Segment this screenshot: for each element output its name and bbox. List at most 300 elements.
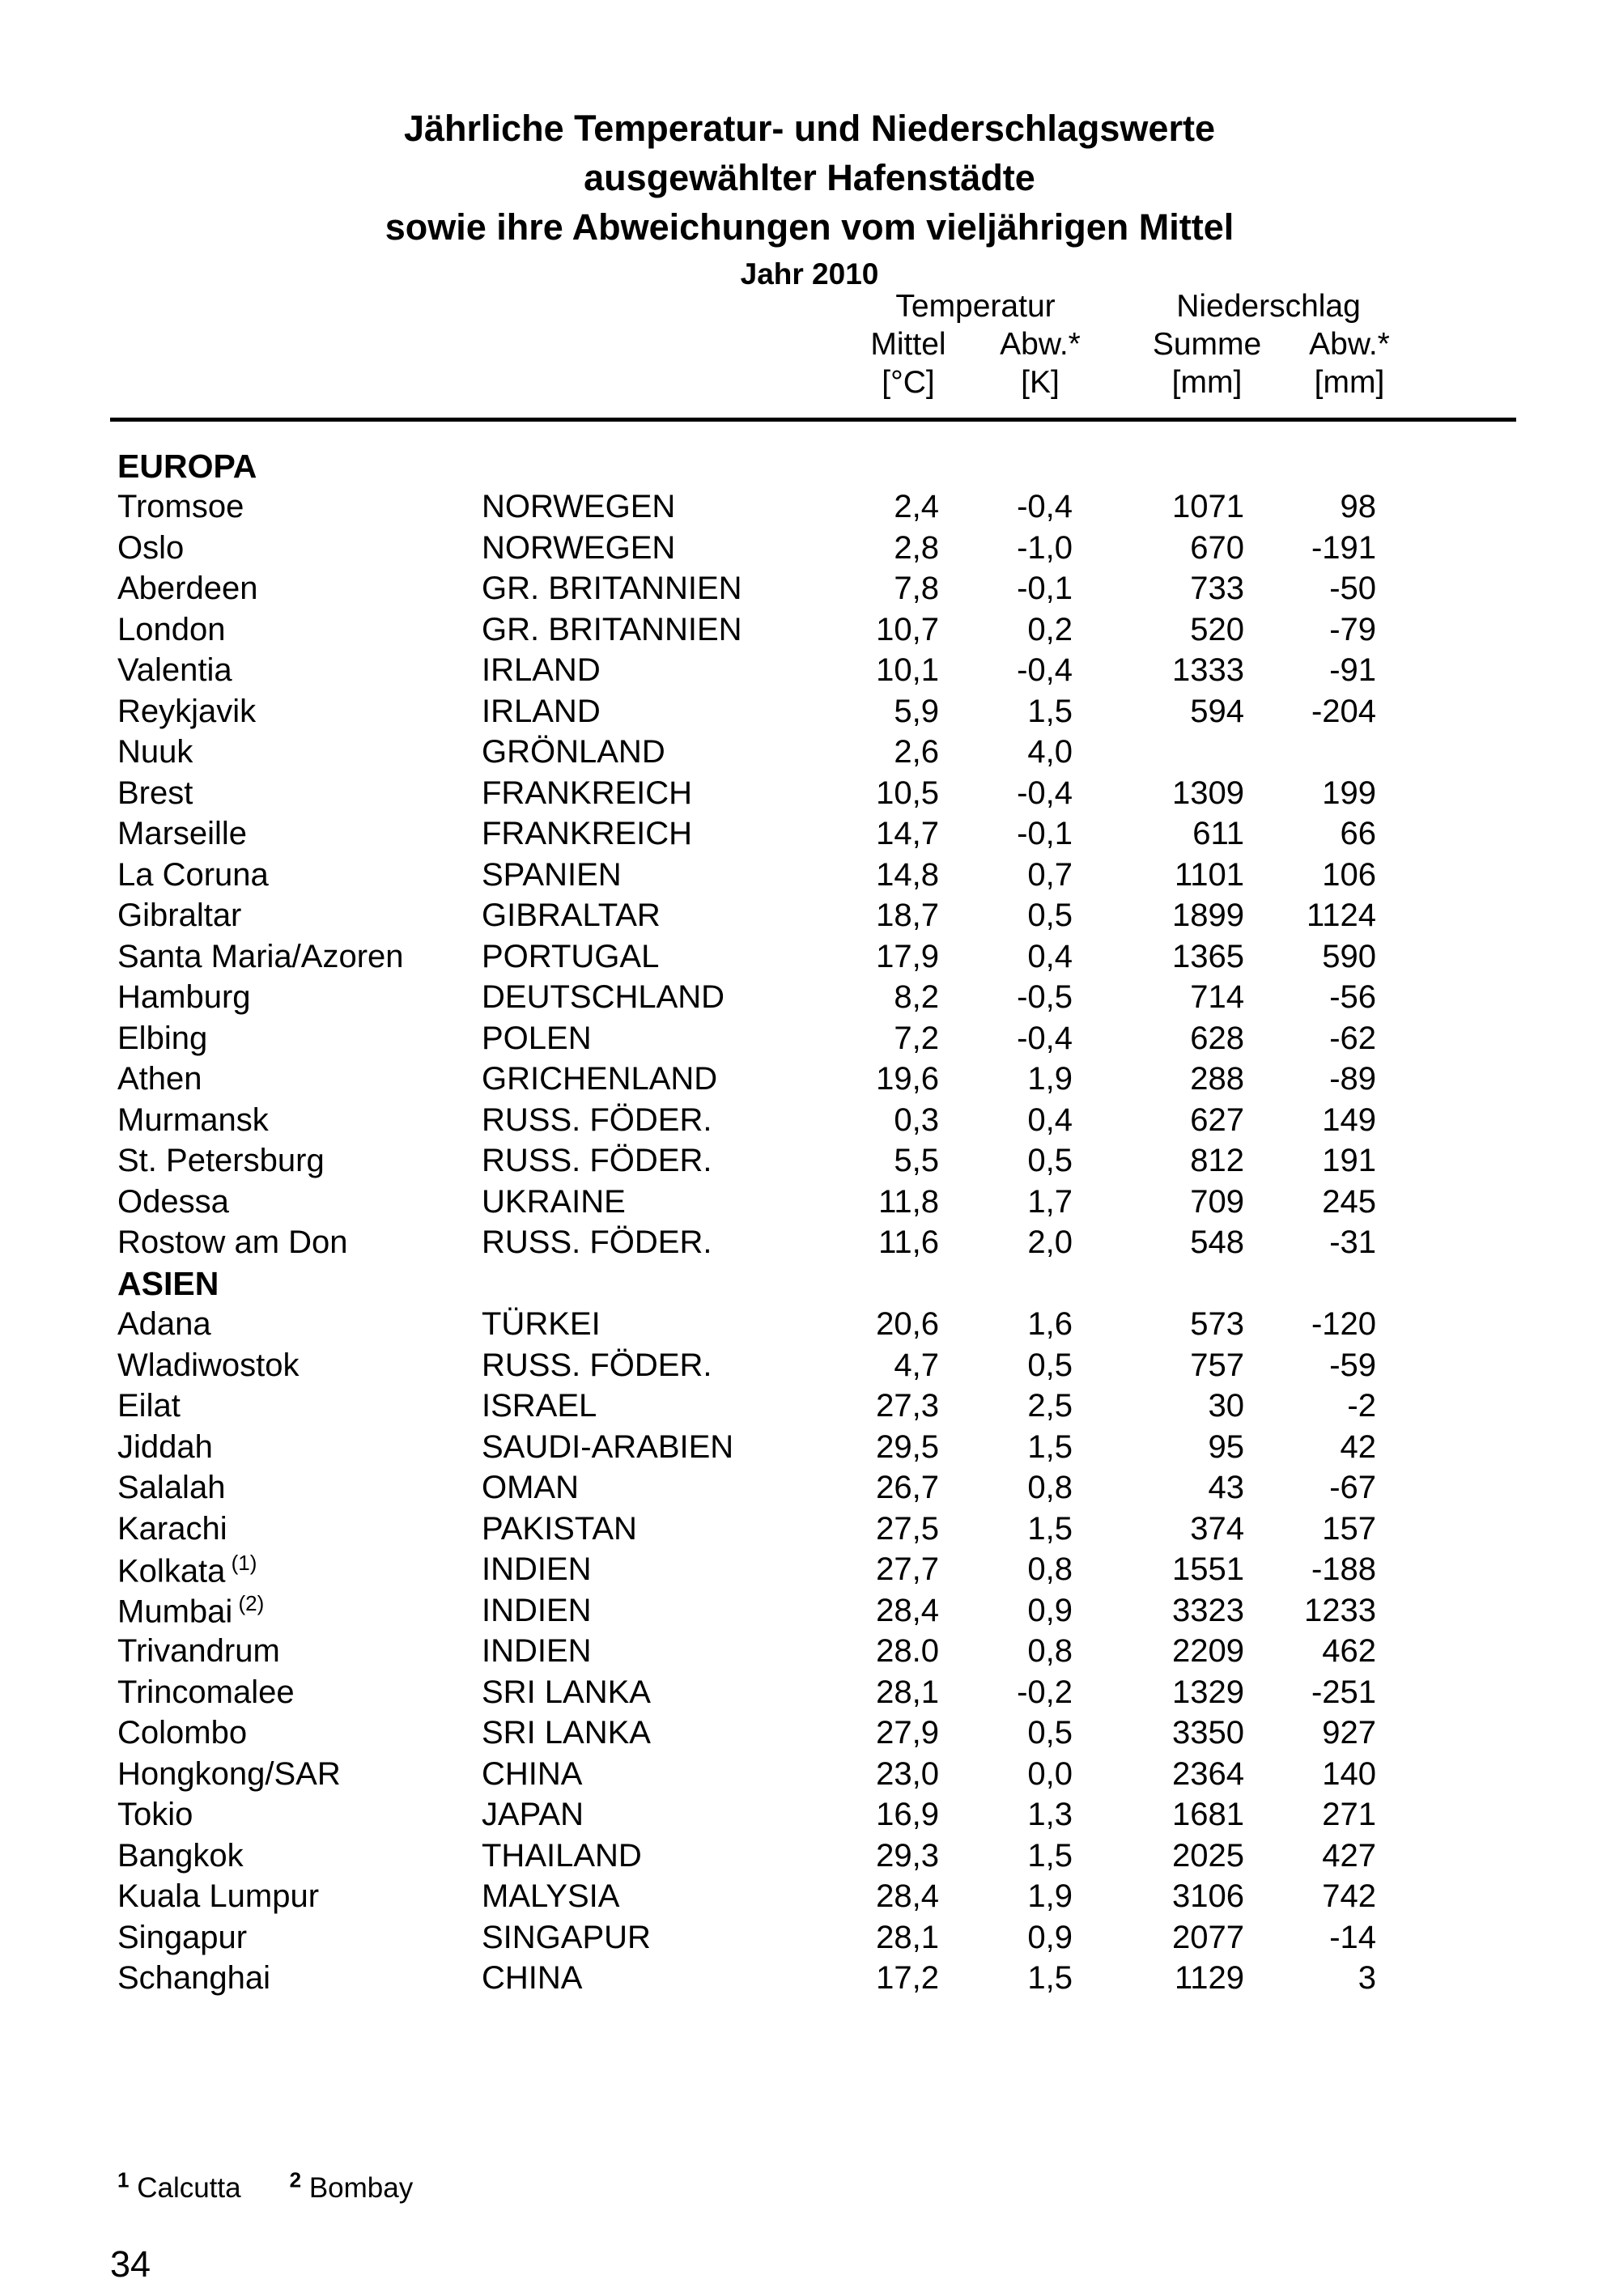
spacer-cell bbox=[1376, 855, 1516, 896]
city-cell: Trivandrum bbox=[117, 1633, 280, 1670]
city-cell: Karachi bbox=[117, 1510, 227, 1547]
city-cell: Oslo bbox=[117, 529, 185, 566]
nied-abw-cell: 245 bbox=[1322, 1183, 1376, 1220]
nied-abw-cell: -67 bbox=[1329, 1470, 1376, 1506]
temp-abw-cell: 1,5 bbox=[1027, 1510, 1073, 1547]
country-cell: FRANKREICH bbox=[482, 775, 693, 811]
table-row bbox=[117, 1632, 1516, 1673]
temp-mittel-cell: 27,9 bbox=[876, 1715, 939, 1751]
temp-abw-cell: 0,5 bbox=[1027, 1347, 1073, 1383]
nied-abw-cell: -191 bbox=[1311, 529, 1376, 566]
spacer-cell bbox=[1376, 1836, 1516, 1877]
table-row bbox=[117, 1877, 1516, 1918]
unit-label-celsius: [°C] bbox=[882, 365, 935, 400]
temp-mittel-cell: 28,1 bbox=[876, 1919, 939, 1955]
column-header-temp-abw: Abw.* bbox=[1000, 327, 1081, 362]
nied-abw-cell: 271 bbox=[1322, 1797, 1376, 1833]
title-block bbox=[0, 104, 1619, 295]
temp-mittel-cell: 23,0 bbox=[876, 1755, 939, 1792]
city-cell: Colombo bbox=[117, 1715, 248, 1751]
country-cell: SPANIEN bbox=[482, 856, 622, 893]
country-cell: POLEN bbox=[482, 1020, 592, 1056]
temp-abw-cell: 0,7 bbox=[1027, 856, 1073, 893]
nied-summe-cell: 714 bbox=[1190, 979, 1244, 1016]
temp-mittel-cell: 11,8 bbox=[878, 1183, 939, 1220]
country-cell: GR. BRITANNIEN bbox=[482, 611, 742, 647]
nied-summe-cell: 2077 bbox=[1172, 1919, 1244, 1955]
spacer-cell bbox=[1376, 1059, 1516, 1101]
nied-abw-cell: 98 bbox=[1340, 489, 1376, 525]
country-cell: NORWEGEN bbox=[482, 529, 676, 566]
table-row bbox=[117, 1427, 1516, 1468]
nied-abw-cell: 3 bbox=[1358, 1960, 1376, 1997]
nied-abw-cell: 191 bbox=[1322, 1143, 1376, 1179]
city-footnote-marker: (2) bbox=[232, 1591, 265, 1616]
column-group-temperatur: Temperatur bbox=[895, 289, 1056, 324]
temp-mittel-cell: 4,7 bbox=[894, 1347, 939, 1383]
country-cell: PORTUGAL bbox=[482, 938, 660, 974]
spacer-cell bbox=[1376, 978, 1516, 1019]
temp-mittel-cell: 18,7 bbox=[876, 898, 939, 934]
column-header-summe: Summe bbox=[1152, 327, 1262, 362]
nied-summe-cell: 2025 bbox=[1172, 1837, 1244, 1874]
spacer-cell bbox=[1376, 936, 1516, 978]
city-cell: Hongkong/SAR bbox=[117, 1755, 341, 1792]
table-row bbox=[117, 1059, 1516, 1101]
temp-mittel-cell: 29,3 bbox=[876, 1837, 939, 1874]
country-cell: UKRAINE bbox=[482, 1183, 626, 1220]
title-year: Jahr 2010 bbox=[740, 257, 879, 291]
spacer-cell bbox=[1376, 651, 1516, 692]
city-cell: Schanghai bbox=[117, 1960, 271, 1997]
country-cell: MALYSIA bbox=[482, 1878, 620, 1915]
city-cell: Santa Maria/Azoren bbox=[117, 938, 404, 974]
city-cell: Tokio bbox=[117, 1797, 193, 1833]
country-cell: GRICHENLAND bbox=[482, 1061, 718, 1097]
city-cell: Hamburg bbox=[117, 979, 251, 1016]
nied-summe-cell: 95 bbox=[1208, 1428, 1244, 1465]
spacer-cell bbox=[1376, 609, 1516, 651]
temp-abw-cell: 2,0 bbox=[1027, 1224, 1073, 1261]
city-cell: Reykjavik bbox=[117, 693, 257, 729]
temp-abw-cell: 1,9 bbox=[1027, 1061, 1073, 1097]
table-row bbox=[117, 1305, 1516, 1346]
nied-abw-cell: -204 bbox=[1311, 693, 1376, 729]
nied-abw-cell: -2 bbox=[1347, 1388, 1376, 1424]
spacer-cell bbox=[1376, 1509, 1516, 1550]
nied-summe-cell: 2209 bbox=[1172, 1633, 1244, 1670]
nied-summe-cell: 3350 bbox=[1172, 1715, 1244, 1751]
nied-abw-cell: -62 bbox=[1329, 1020, 1376, 1056]
city-cell: Tromsoe bbox=[117, 489, 244, 525]
footnote-1-marker: 1 bbox=[117, 2167, 130, 2192]
country-cell: GIBRALTAR bbox=[482, 898, 661, 934]
temp-mittel-cell: 17,9 bbox=[876, 938, 939, 974]
nied-summe-cell: 3323 bbox=[1172, 1592, 1244, 1628]
nied-abw-cell: 927 bbox=[1322, 1715, 1376, 1751]
nied-abw-cell: -50 bbox=[1329, 571, 1376, 607]
nied-abw-cell: -91 bbox=[1329, 652, 1376, 689]
country-cell: INDIEN bbox=[482, 1633, 592, 1670]
footnote-1-label: Calcutta bbox=[137, 2171, 241, 2204]
temp-mittel-cell: 5,9 bbox=[894, 693, 939, 729]
country-cell: OMAN bbox=[482, 1470, 579, 1506]
city-cell: Jiddah bbox=[117, 1428, 213, 1465]
nied-summe-cell: 374 bbox=[1190, 1510, 1244, 1547]
nied-summe-cell: 1333 bbox=[1172, 652, 1244, 689]
city-cell: Murmansk bbox=[117, 1101, 269, 1138]
country-cell: PAKISTAN bbox=[482, 1510, 637, 1547]
temp-abw-cell: 0,4 bbox=[1027, 938, 1073, 974]
spacer-cell bbox=[1376, 1795, 1516, 1836]
spacer-cell bbox=[1376, 528, 1516, 569]
temp-abw-cell: -0,4 bbox=[1017, 489, 1073, 525]
nied-summe-cell bbox=[1073, 732, 1244, 774]
table-row bbox=[117, 1959, 1516, 2000]
temp-mittel-cell: 2,6 bbox=[894, 734, 939, 770]
country-cell: SRI LANKA bbox=[482, 1715, 651, 1751]
temp-abw-cell: 1,5 bbox=[1027, 1837, 1073, 1874]
table-row bbox=[117, 1672, 1516, 1713]
nied-summe-cell: 30 bbox=[1208, 1388, 1244, 1424]
spacer-cell bbox=[1376, 1386, 1516, 1428]
city-cell: Singapur bbox=[117, 1919, 248, 1955]
section-header-row bbox=[117, 1263, 1516, 1305]
country-cell: IRLAND bbox=[482, 693, 601, 729]
table-row bbox=[117, 1795, 1516, 1836]
city-cell: Nuuk bbox=[117, 734, 193, 770]
header-rule bbox=[110, 418, 1516, 422]
temp-abw-cell: 0,8 bbox=[1027, 1633, 1073, 1670]
country-cell: RUSS. FÖDER. bbox=[482, 1347, 712, 1383]
nied-abw-cell: 106 bbox=[1322, 856, 1376, 893]
table-row bbox=[117, 487, 1516, 528]
nied-summe-cell: 1899 bbox=[1172, 898, 1244, 934]
temp-mittel-cell: 26,7 bbox=[876, 1470, 939, 1506]
nied-summe-cell: 733 bbox=[1190, 571, 1244, 607]
temp-mittel-cell: 2,8 bbox=[894, 529, 939, 566]
table-row bbox=[117, 1223, 1516, 1264]
nied-summe-cell: 1365 bbox=[1172, 938, 1244, 974]
city-cell: La Coruna bbox=[117, 856, 269, 893]
temp-mittel-cell: 28.0 bbox=[876, 1633, 939, 1670]
table-row bbox=[117, 1713, 1516, 1755]
temp-mittel-cell: 0,3 bbox=[894, 1101, 939, 1138]
nied-abw-cell: 742 bbox=[1322, 1878, 1376, 1915]
nied-abw-cell bbox=[1244, 732, 1376, 774]
table-row bbox=[117, 732, 1516, 774]
country-cell: ISRAEL bbox=[482, 1388, 597, 1424]
nied-summe-cell: 1129 bbox=[1174, 1960, 1244, 1997]
nied-abw-cell: 462 bbox=[1322, 1633, 1376, 1670]
temp-abw-cell: 2,5 bbox=[1027, 1388, 1073, 1424]
nied-summe-cell: 812 bbox=[1190, 1143, 1244, 1179]
spacer-cell bbox=[1376, 1672, 1516, 1713]
nied-summe-cell: 1551 bbox=[1172, 1551, 1244, 1588]
table-body bbox=[117, 446, 1516, 1999]
temp-mittel-cell: 2,4 bbox=[894, 489, 939, 525]
temp-mittel-cell: 10,7 bbox=[876, 611, 939, 647]
section-name: EUROPA bbox=[117, 447, 257, 485]
city-cell: Odessa bbox=[117, 1183, 229, 1220]
country-cell: RUSS. FÖDER. bbox=[482, 1143, 712, 1179]
table-row bbox=[117, 528, 1516, 569]
city-cell: Athen bbox=[117, 1061, 202, 1097]
nied-summe-cell: 1329 bbox=[1172, 1674, 1244, 1710]
temp-mittel-cell: 10,5 bbox=[876, 775, 939, 811]
temp-mittel-cell: 27,7 bbox=[876, 1551, 939, 1588]
column-group-niederschlag: Niederschlag bbox=[1176, 289, 1361, 324]
table-row bbox=[117, 691, 1516, 732]
spacer-cell bbox=[1376, 1305, 1516, 1346]
table-row bbox=[117, 569, 1516, 610]
city-cell: Aberdeen bbox=[117, 571, 258, 607]
nied-abw-cell: 199 bbox=[1322, 775, 1376, 811]
nied-abw-cell: 149 bbox=[1322, 1101, 1376, 1138]
footnote-2-marker: 2 bbox=[289, 2167, 302, 2192]
spacer-cell bbox=[1376, 1754, 1516, 1795]
column-header-mittel: Mittel bbox=[870, 327, 946, 362]
nied-abw-cell: -79 bbox=[1329, 611, 1376, 647]
temp-mittel-cell: 27,5 bbox=[876, 1510, 939, 1547]
temp-mittel-cell: 28,4 bbox=[876, 1592, 939, 1628]
country-cell: DEUTSCHLAND bbox=[482, 979, 725, 1016]
spacer-cell bbox=[1376, 487, 1516, 528]
country-cell: IRLAND bbox=[482, 652, 601, 689]
nied-summe-cell: 709 bbox=[1190, 1183, 1244, 1220]
spacer-cell bbox=[1376, 1182, 1516, 1223]
table-row bbox=[117, 1345, 1516, 1386]
temp-mittel-cell: 19,6 bbox=[876, 1061, 939, 1097]
page-number: 34 bbox=[110, 2243, 151, 2285]
nied-summe-cell: 573 bbox=[1190, 1306, 1244, 1343]
spacer-cell bbox=[1376, 1550, 1516, 1591]
nied-summe-cell: 1309 bbox=[1172, 775, 1244, 811]
temp-abw-cell: 0,8 bbox=[1027, 1551, 1073, 1588]
unit-label-mm-abw: [mm] bbox=[1314, 365, 1385, 400]
temp-mittel-cell: 14,8 bbox=[876, 856, 939, 893]
table-row bbox=[117, 1141, 1516, 1182]
city-cell: Mumbai $^{(2)}$ bbox=[117, 1591, 265, 1630]
temp-mittel-cell: 14,7 bbox=[876, 816, 939, 852]
city-cell: Marseille bbox=[117, 816, 248, 852]
city-cell: St. Petersburg bbox=[117, 1143, 325, 1179]
temp-abw-cell: 0,5 bbox=[1027, 1143, 1073, 1179]
temp-mittel-cell: 28,4 bbox=[876, 1878, 939, 1915]
country-cell: GR. BRITANNIEN bbox=[482, 571, 742, 607]
spacer-cell bbox=[1376, 896, 1516, 937]
title-line-3: sowie ihre Abweichungen vom vieljährigen Mittel bbox=[385, 206, 1234, 248]
spacer-cell bbox=[1376, 1877, 1516, 1918]
country-cell: JAPAN bbox=[482, 1797, 584, 1833]
temp-abw-cell: -0,1 bbox=[1017, 571, 1073, 607]
nied-abw-cell: 427 bbox=[1322, 1837, 1376, 1874]
table-row bbox=[117, 1509, 1516, 1550]
spacer-cell bbox=[1376, 1468, 1516, 1509]
spacer-cell bbox=[1376, 773, 1516, 814]
temp-mittel-cell: 29,5 bbox=[876, 1428, 939, 1465]
table-row bbox=[117, 1917, 1516, 1959]
temp-abw-cell: 1,9 bbox=[1027, 1878, 1073, 1915]
footnote-1 bbox=[117, 2167, 241, 2204]
title-line-1: Jährliche Temperatur- und Niederschlagswerte bbox=[404, 108, 1215, 149]
footnote-2-label: Bombay bbox=[308, 2171, 414, 2204]
table-row bbox=[117, 936, 1516, 978]
temp-abw-cell: 1,5 bbox=[1027, 1428, 1073, 1465]
temp-mittel-cell: 8,2 bbox=[894, 979, 939, 1016]
unit-label-kelvin: [K] bbox=[1021, 365, 1060, 400]
temp-abw-cell: -1,0 bbox=[1017, 529, 1073, 566]
nied-abw-cell: -56 bbox=[1329, 979, 1376, 1016]
table-row bbox=[117, 1468, 1516, 1509]
temp-abw-cell: 0,4 bbox=[1027, 1101, 1073, 1138]
country-cell: SRI LANKA bbox=[482, 1674, 651, 1710]
section-name: ASIEN bbox=[117, 1264, 219, 1302]
table-row bbox=[117, 855, 1516, 896]
city-cell: Eilat bbox=[117, 1388, 181, 1424]
nied-abw-cell: -59 bbox=[1329, 1347, 1376, 1383]
city-cell: Bangkok bbox=[117, 1837, 244, 1874]
nied-abw-cell: -31 bbox=[1329, 1224, 1376, 1261]
country-cell: NORWEGEN bbox=[482, 489, 676, 525]
spacer-cell bbox=[1376, 569, 1516, 610]
nied-summe-cell: 548 bbox=[1190, 1224, 1244, 1261]
temp-abw-cell: 0,0 bbox=[1027, 1755, 1073, 1792]
spacer-cell bbox=[1376, 691, 1516, 732]
footnote-2 bbox=[289, 2167, 414, 2204]
title-line-2: ausgewählter Hafenstädte bbox=[584, 157, 1035, 198]
nied-abw-cell: -89 bbox=[1329, 1061, 1376, 1097]
temp-mittel-cell: 10,1 bbox=[876, 652, 939, 689]
table-row bbox=[117, 609, 1516, 651]
temp-mittel-cell: 11,6 bbox=[878, 1224, 939, 1261]
city-cell: Adana bbox=[117, 1306, 211, 1343]
temp-abw-cell: -0,4 bbox=[1017, 1020, 1073, 1056]
spacer-cell bbox=[1376, 1590, 1516, 1632]
nied-abw-cell: 590 bbox=[1322, 938, 1376, 974]
nied-abw-cell: 140 bbox=[1322, 1755, 1376, 1792]
temp-abw-cell: -0,2 bbox=[1017, 1674, 1073, 1710]
temp-abw-cell: 1,5 bbox=[1027, 1960, 1073, 1997]
temp-mittel-cell: 16,9 bbox=[876, 1797, 939, 1833]
spacer-cell bbox=[1376, 1632, 1516, 1673]
city-cell: Brest bbox=[117, 775, 193, 811]
nied-summe-cell: 627 bbox=[1190, 1101, 1244, 1138]
city-cell: London bbox=[117, 611, 226, 647]
nied-summe-cell: 3106 bbox=[1172, 1878, 1244, 1915]
temp-abw-cell: 1,3 bbox=[1027, 1797, 1073, 1833]
temp-mittel-cell: 7,2 bbox=[894, 1020, 939, 1056]
table-row bbox=[117, 978, 1516, 1019]
column-header-nied-abw: Abw.* bbox=[1309, 327, 1390, 362]
nied-summe-cell: 757 bbox=[1190, 1347, 1244, 1383]
table-row bbox=[117, 1018, 1516, 1059]
temp-mittel-cell: 28,1 bbox=[876, 1674, 939, 1710]
temp-abw-cell: -0,4 bbox=[1017, 775, 1073, 811]
country-cell: INDIEN bbox=[482, 1592, 592, 1628]
country-cell: GRÖNLAND bbox=[482, 734, 665, 770]
nied-summe-cell: 1681 bbox=[1172, 1797, 1244, 1833]
footnotes bbox=[117, 2167, 461, 2205]
table-row bbox=[117, 651, 1516, 692]
spacer-cell bbox=[1376, 1141, 1516, 1182]
nied-abw-cell: -251 bbox=[1311, 1674, 1376, 1710]
table-row bbox=[117, 1836, 1516, 1877]
temp-abw-cell: 0,9 bbox=[1027, 1919, 1073, 1955]
nied-abw-cell: -120 bbox=[1311, 1306, 1376, 1343]
spacer-cell bbox=[1376, 1959, 1516, 2000]
nied-summe-cell: 1071 bbox=[1172, 489, 1244, 525]
temp-mittel-cell: 20,6 bbox=[876, 1306, 939, 1343]
temp-mittel-cell: 5,5 bbox=[894, 1143, 939, 1179]
country-cell: INDIEN bbox=[482, 1551, 592, 1588]
spacer-cell bbox=[1376, 1345, 1516, 1386]
spacer-cell bbox=[1376, 1223, 1516, 1264]
spacer-cell bbox=[1376, 1713, 1516, 1755]
nied-summe-cell: 594 bbox=[1190, 693, 1244, 729]
city-cell: Valentia bbox=[117, 652, 232, 689]
nied-summe-cell: 628 bbox=[1190, 1020, 1244, 1056]
temp-abw-cell: 0,5 bbox=[1027, 1715, 1073, 1751]
temp-abw-cell: 0,8 bbox=[1027, 1470, 1073, 1506]
spacer-cell bbox=[1376, 1018, 1516, 1059]
table-row bbox=[117, 896, 1516, 937]
nied-summe-cell: 520 bbox=[1190, 611, 1244, 647]
nied-abw-cell: 1124 bbox=[1306, 898, 1376, 934]
country-cell: FRANKREICH bbox=[482, 816, 693, 852]
city-cell: Kuala Lumpur bbox=[117, 1878, 320, 1915]
unit-label-mm-summe: [mm] bbox=[1171, 365, 1243, 400]
nied-summe-cell: 611 bbox=[1192, 816, 1244, 852]
table-row bbox=[117, 1754, 1516, 1795]
temp-abw-cell: -0,4 bbox=[1017, 652, 1073, 689]
table-row bbox=[117, 1550, 1516, 1591]
spacer-cell bbox=[1376, 1917, 1516, 1959]
table-row bbox=[117, 1590, 1516, 1632]
temp-abw-cell: 1,5 bbox=[1027, 693, 1073, 729]
country-cell: SINGAPUR bbox=[482, 1919, 651, 1955]
temp-abw-cell: -0,1 bbox=[1017, 816, 1073, 852]
table-row bbox=[117, 1100, 1516, 1141]
table-row bbox=[117, 773, 1516, 814]
nied-summe-cell: 1101 bbox=[1174, 856, 1244, 893]
temp-abw-cell: 0,9 bbox=[1027, 1592, 1073, 1628]
table-row bbox=[117, 814, 1516, 855]
nied-summe-cell: 670 bbox=[1190, 529, 1244, 566]
temp-abw-cell: -0,5 bbox=[1017, 979, 1073, 1016]
temp-abw-cell: 0,2 bbox=[1027, 611, 1073, 647]
country-cell: CHINA bbox=[482, 1960, 583, 1997]
country-cell: RUSS. FÖDER. bbox=[482, 1101, 712, 1138]
section-header-row bbox=[117, 446, 1516, 487]
city-cell: Gibraltar bbox=[117, 898, 242, 934]
nied-summe-cell: 2364 bbox=[1172, 1755, 1244, 1792]
temp-abw-cell: 4,0 bbox=[1027, 734, 1073, 770]
data-table bbox=[117, 446, 1516, 1999]
city-footnote-marker: (1) bbox=[225, 1550, 257, 1575]
city-cell: Elbing bbox=[117, 1020, 208, 1056]
temp-abw-cell: 1,7 bbox=[1027, 1183, 1073, 1220]
city-cell: Salalah bbox=[117, 1470, 226, 1506]
nied-abw-cell: 157 bbox=[1322, 1510, 1376, 1547]
city-cell: Rostow am Don bbox=[117, 1224, 348, 1261]
table-row bbox=[117, 1386, 1516, 1428]
country-cell: TÜRKEI bbox=[482, 1306, 601, 1343]
temp-abw-cell: 1,6 bbox=[1027, 1306, 1073, 1343]
spacer-cell bbox=[1376, 732, 1516, 774]
nied-abw-cell: 66 bbox=[1340, 816, 1376, 852]
nied-abw-cell: 42 bbox=[1340, 1428, 1376, 1465]
